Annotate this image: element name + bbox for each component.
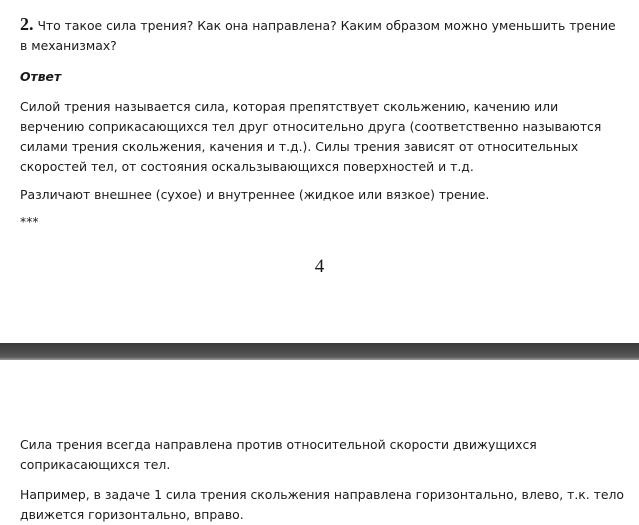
section-separator: *** xyxy=(20,214,39,229)
answer-heading: Ответ xyxy=(20,69,62,84)
answer-paragraph-example: Например, в задаче 1 сила трения скольжения направлена горизонтально, влево, т.к. тело движется горизонтально, вправо. xyxy=(20,487,624,522)
question-number: 2. xyxy=(20,14,34,34)
page-break-divider xyxy=(0,343,639,360)
page-number: 4 xyxy=(314,256,325,277)
question-text xyxy=(20,14,625,56)
question-body: Что такое сила трения? Как она направлена? Каким образом можно уменьшить трение в механизмах? xyxy=(20,18,616,53)
answer-paragraph-types: Различают внешнее (сухое) и внутреннее (жидкое или вязкое) трение. xyxy=(20,187,490,202)
answer-paragraph-definition: Силой трения называется сила, которая препятствует скольжению, качению или верчению соприкасающихся тел друг относительно друга (соответственно называются силами трения скольжения, качения и т.д.). Силы трения зависят от относительных скоростей тел, от состояния оскальзывающихся поверхностей и т.д. xyxy=(20,99,602,174)
answer-paragraph-direction: Сила трения всегда направлена против относительной скорости движущихся соприкасающихся тел. xyxy=(20,437,537,472)
